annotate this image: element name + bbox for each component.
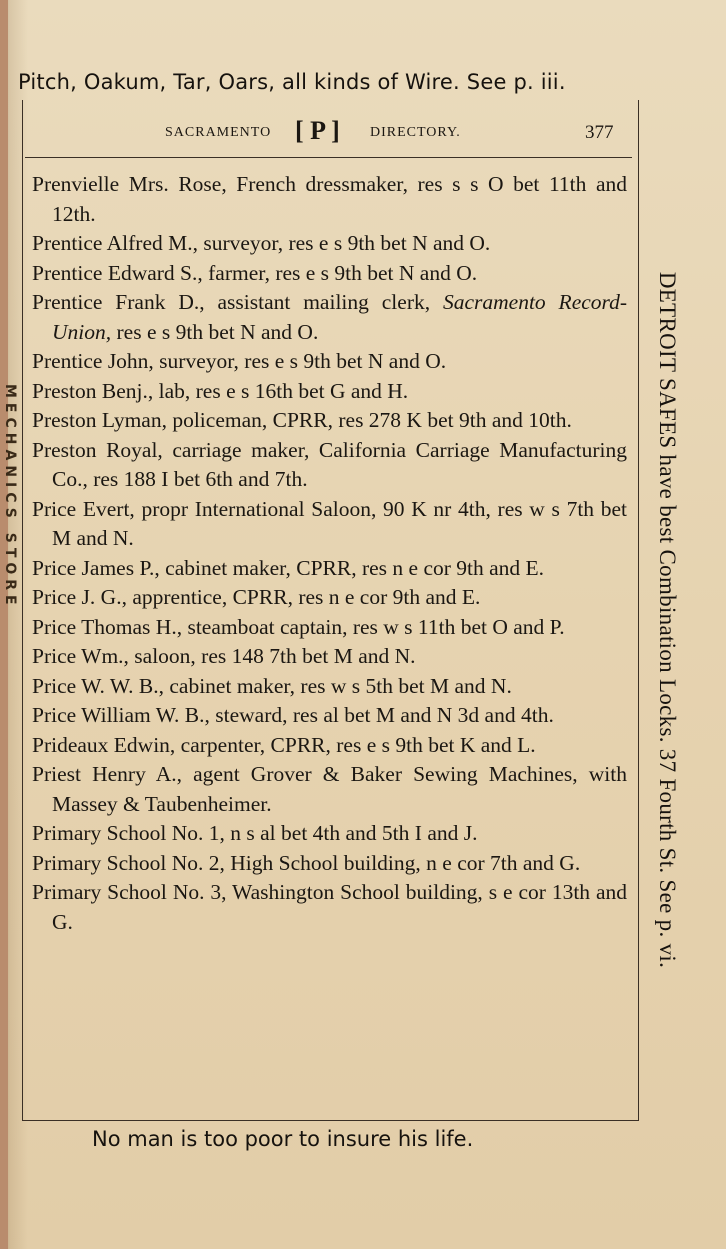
directory-entry: Price Thomas H., steamboat captain, res w s 11th bet O and P. bbox=[32, 614, 565, 639]
directory-entries bbox=[32, 170, 627, 937]
directory-entry: Primary School No. 1, n s al bet 4th and 5th I and J. bbox=[32, 821, 478, 845]
header-city: SACRAMENTO bbox=[165, 125, 272, 140]
bottom-advertisement: No man is too poor to insure his life. bbox=[92, 1127, 474, 1151]
directory-entry: Price Wm., saloon, res 148 7th bet M and N. bbox=[32, 644, 416, 668]
directory-entry: Prentice John, surveyor, res e s 9th bet N and O. bbox=[32, 349, 447, 373]
page-frame-right bbox=[638, 100, 639, 1120]
page-frame-bottom bbox=[22, 1120, 639, 1121]
directory-entry: Prentice Frank D., assistant mailing clerk, Sacramento Record-Union, res e s 9th bet N and O. bbox=[32, 290, 628, 344]
directory-entry: Primary School No. 3, Washington School building, s e cor 13th and G. bbox=[32, 880, 627, 934]
directory-entry: Primary School No. 2, High School building, n e cor 7th and G. bbox=[32, 850, 581, 875]
directory-entry: Prentice Alfred M., surveyor, res e s 9th bet N and O. bbox=[32, 231, 491, 255]
directory-entry: Price Evert, propr International Saloon, 90 K nr 4th, res w s 7th bet M and N. bbox=[32, 496, 627, 550]
directory-entry: Prentice Edward S., farmer, res e s 9th bet N and O. bbox=[32, 260, 478, 285]
directory-entry: Priest Henry A., agent Grover & Baker Sewing Machines, with Massey & Taubenheimer. bbox=[32, 762, 627, 816]
page-number: 377 bbox=[585, 122, 614, 143]
directory-entry: Preston Royal, carriage maker, California Carriage Manufacturing Co., res 188 I bet 6th and 7th. bbox=[32, 437, 627, 491]
page-frame-left bbox=[22, 100, 23, 1120]
directory-entry: Preston Lyman, policeman, CPRR, res 278 K bet 9th and 10th. bbox=[32, 408, 572, 432]
directory-entry: Prideaux Edwin, carpenter, CPRR, res e s 9th bet K and L. bbox=[32, 732, 536, 757]
top-advertisement: Pitch, Oakum, Tar, Oars, all kinds of Wire. See p. iii. bbox=[18, 70, 566, 94]
header-rule bbox=[25, 157, 632, 158]
left-margin-advertisement: MECHANICS STORE bbox=[2, 384, 18, 610]
right-margin-advertisement: DETROIT SAFES have best Combination Locks. 37 Fourth St. See p. vi. bbox=[655, 271, 680, 969]
directory-entry: Price James P., cabinet maker, CPRR, res n e cor 9th and E. bbox=[32, 555, 545, 580]
publication-name: Sacramento Record-Union, bbox=[52, 290, 628, 344]
header-letter: [ P ] bbox=[295, 116, 340, 145]
directory-entry: Price J. G., apprentice, CPRR, res n e cor 9th and E. bbox=[32, 585, 481, 609]
directory-entry: Prenvielle Mrs. Rose, French dressmaker, res s s O bet 11th and 12th. bbox=[32, 172, 627, 226]
directory-entry: Price W. W. B., cabinet maker, res w s 5th bet M and N. bbox=[32, 673, 512, 698]
directory-entry: Price William W. B., steward, res al bet M and N 3d and 4th. bbox=[32, 703, 554, 727]
running-header bbox=[40, 116, 630, 150]
directory-entry: Preston Benj., lab, res e s 16th bet G and H. bbox=[32, 378, 409, 403]
header-section: DIRECTORY. bbox=[370, 125, 461, 140]
